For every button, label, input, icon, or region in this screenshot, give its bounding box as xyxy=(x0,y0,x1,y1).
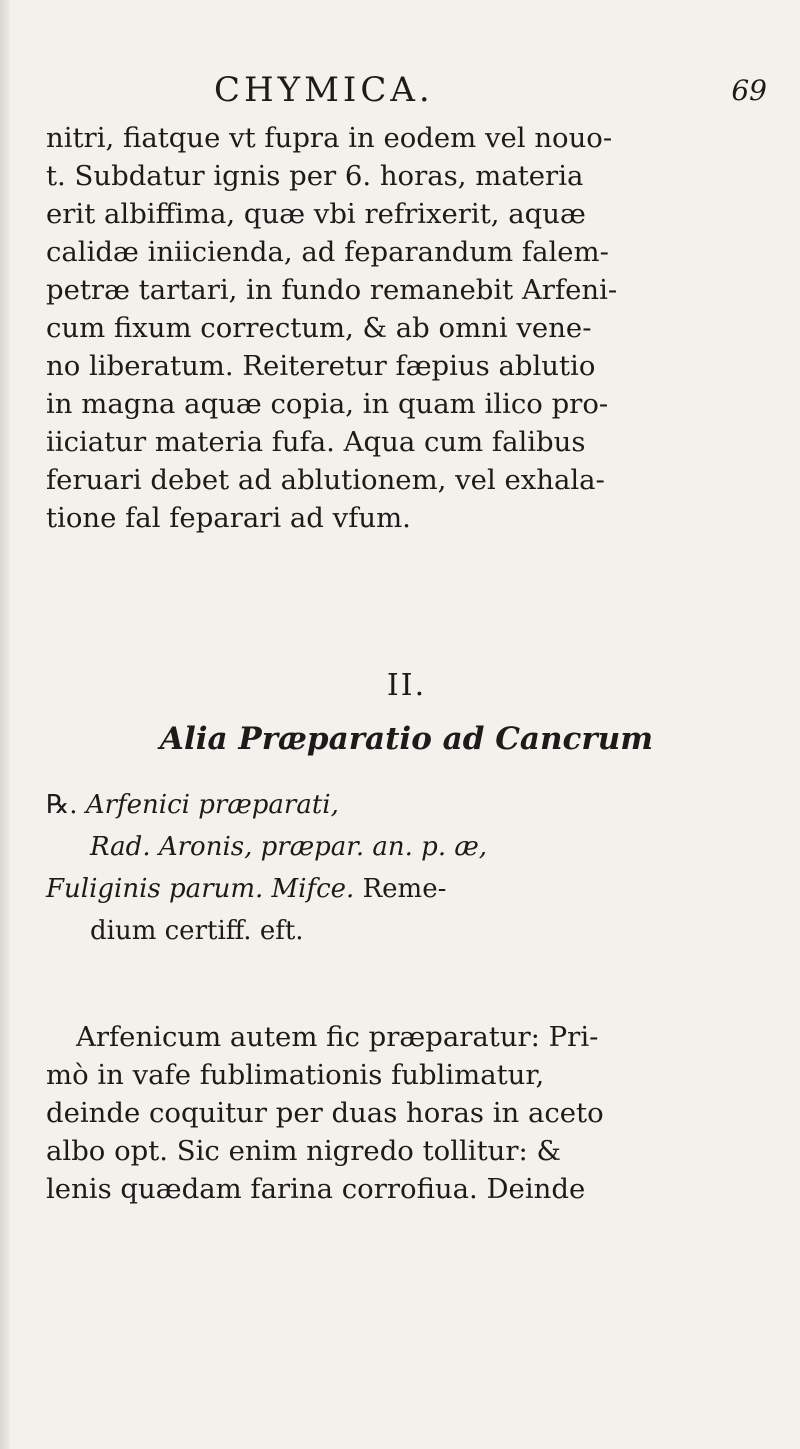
text-line: deinde coquitur per duas horas in aceto xyxy=(46,1097,604,1129)
recipe-note: dium certiff. eft. xyxy=(90,916,304,946)
text-line: no liberatum. Reiteretur fæpius ablutio xyxy=(46,350,596,382)
text-line: calidæ iniicienda, ad feparandum falem- xyxy=(46,236,609,268)
text-line: petræ tartari, in fundo remanebit Arfeni- xyxy=(46,274,618,306)
recipe-note: Reme- xyxy=(354,874,447,904)
text-line: albo opt. Sic enim nigredo tollitur: & xyxy=(46,1135,561,1167)
text-line: t. Subdatur ignis per 6. horas, materia xyxy=(46,160,584,192)
recipe-sign: ℞. xyxy=(46,790,78,820)
recipe-line xyxy=(46,868,776,910)
paragraph-2 xyxy=(46,1018,776,1208)
text-line: Arfenicum autem fic præparatur: Pri- xyxy=(76,1021,599,1053)
section-heading: Alia Præparatio ad Cancrum xyxy=(159,721,654,757)
recipe xyxy=(46,784,776,952)
book-page xyxy=(34,0,779,1449)
running-head xyxy=(34,70,779,110)
text-line: lenis quædam farina corrofiua. Deinde xyxy=(46,1173,586,1205)
paragraph-1 xyxy=(46,119,776,537)
text-line: feruari debet ad ablutionem, vel exhala- xyxy=(46,464,605,496)
section-number: II. xyxy=(386,668,427,703)
page-edge xyxy=(0,0,10,1449)
text-line: iiciatur materia fufa. Aqua cum falibus xyxy=(46,426,586,458)
recipe-ingredient: Rad. Aronis, præpar. an. p. æ, xyxy=(90,832,488,862)
text-line: tione fal feparari ad vfum. xyxy=(46,502,411,534)
recipe-line xyxy=(46,784,776,826)
recipe-ingredient: Fuliginis parum. Mifce. xyxy=(46,874,355,904)
text-line: nitri, fiatque vt fupra in eodem vel nouo- xyxy=(46,122,613,154)
text-line: mò in vafe fublimationis fublimatur, xyxy=(46,1059,545,1091)
running-title: CHYMICA. xyxy=(214,70,434,110)
text-line: in magna aquæ copia, in quam ilico pro- xyxy=(46,388,609,420)
text-line: erit albiffima, quæ vbi refrixerit, aquæ xyxy=(46,198,586,230)
page-number: 69 xyxy=(731,74,767,107)
text-line: cum fixum correctum, & ab omni vene- xyxy=(46,312,592,344)
recipe-ingredient: Arfenici præparati, xyxy=(85,790,339,820)
